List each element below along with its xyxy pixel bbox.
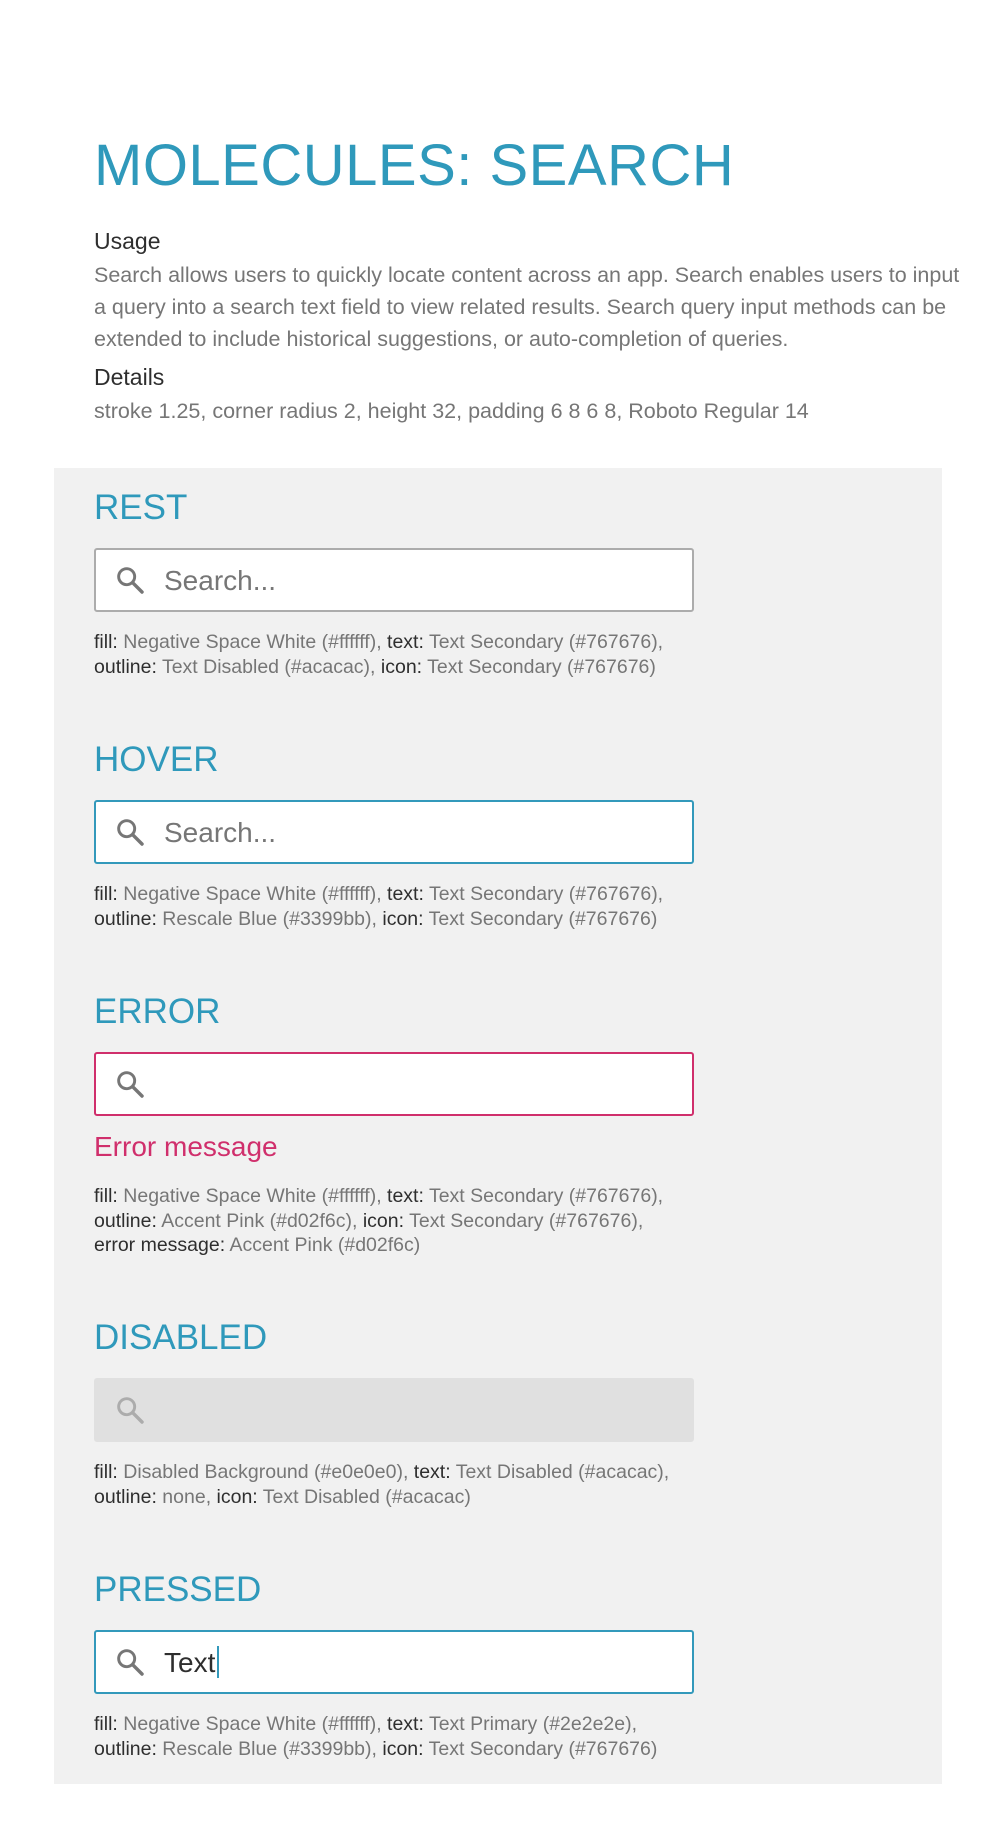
spec-error: fill: Negative Space White (#ffffff), text: Text Secondary (#767676), outline: Accent Pink (#d02f6c), icon: Text Secondary (#767676), error message: Accent Pink (#d02f6c) <box>94 1185 664 1256</box>
usage-label: Usage <box>94 228 161 254</box>
usage-description: Search allows users to quickly locate content across an app. Search enables users to input a query into a search text field to view related results. Search query input methods can be extended to include historical suggestions, or auto-completion of queries. <box>94 263 960 351</box>
search-input-disabled <box>94 1378 694 1442</box>
search-icon <box>114 1068 146 1100</box>
search-input-hover[interactable] <box>94 800 694 864</box>
section-title-rest: REST <box>94 488 188 527</box>
text-caret <box>217 1646 219 1678</box>
section-title-error: ERROR <box>94 992 221 1031</box>
search-input-rest[interactable] <box>94 548 694 612</box>
search-placeholder: Search... <box>164 565 277 596</box>
search-input-pressed[interactable] <box>94 1630 694 1694</box>
search-placeholder: Search... <box>164 817 277 848</box>
page-title: MOLECULES: SEARCH <box>94 133 735 198</box>
search-icon <box>114 1646 146 1678</box>
section-title-disabled: DISABLED <box>94 1318 268 1357</box>
details-label: Details <box>94 364 165 390</box>
search-icon <box>114 564 146 596</box>
section-title-hover: HOVER <box>94 740 219 779</box>
search-value: Text <box>164 1646 219 1680</box>
spec-disabled: fill: Disabled Background (#e0e0e0), text: Text Disabled (#acacac), outline: none, icon: Text Disabled (#acacac) <box>94 1461 670 1508</box>
search-icon <box>114 816 146 848</box>
error-message: Error message <box>94 1131 278 1162</box>
spec-hover: fill: Negative Space White (#ffffff), text: Text Secondary (#767676), outline: Rescale Blue (#3399bb), icon: Text Secondary (#767676) <box>94 883 664 930</box>
details-description: stroke 1.25, corner radius 2, height 32, padding 6 8 6 8, Roboto Regular 14 <box>94 399 809 423</box>
spec-pressed: fill: Negative Space White (#ffffff), text: Text Primary (#2e2e2e), outline: Rescale Blue (#3399bb), icon: Text Secondary (#767676) <box>94 1713 658 1760</box>
spec-rest: fill: Negative Space White (#ffffff), text: Text Secondary (#767676), outline: Text Disabled (#acacac), icon: Text Secondary (#767676) <box>94 631 664 678</box>
search-icon <box>114 1394 146 1426</box>
search-input-error[interactable] <box>94 1052 694 1116</box>
section-title-pressed: PRESSED <box>94 1570 262 1609</box>
